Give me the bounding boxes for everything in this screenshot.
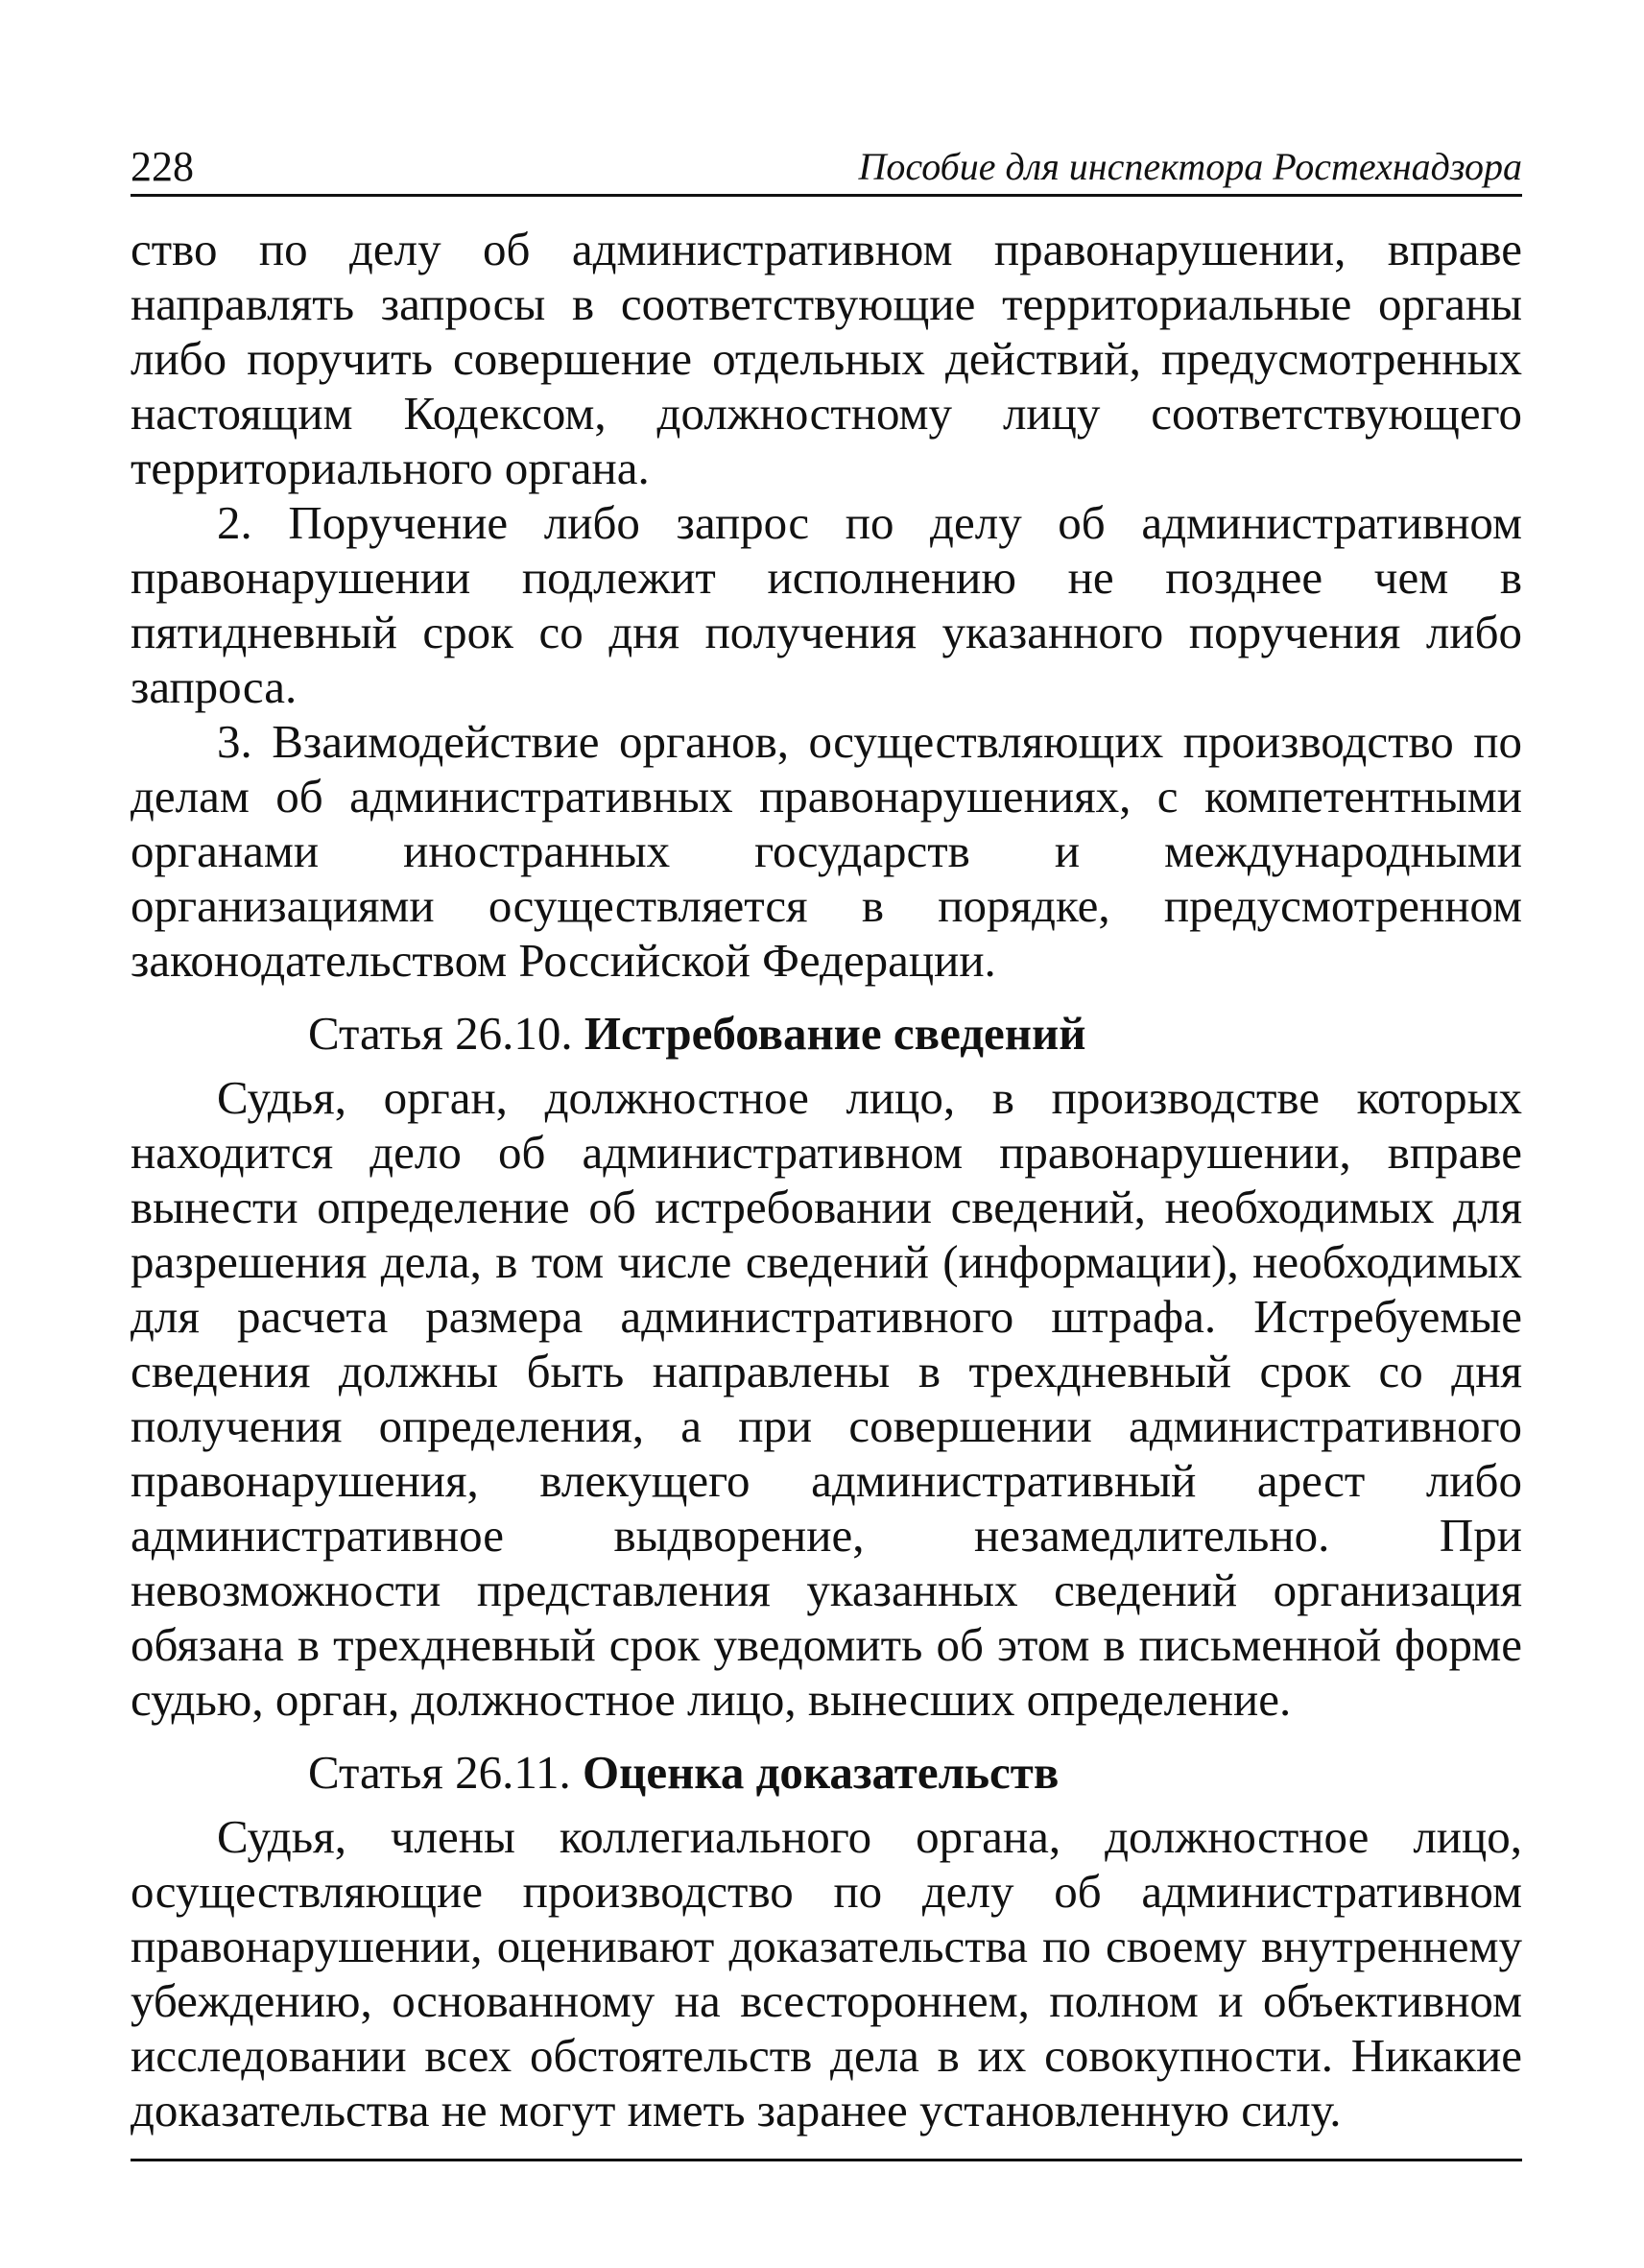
article-26-10-label: Статья 26.10. bbox=[308, 1007, 573, 1060]
page-number: 228 bbox=[131, 143, 194, 190]
article-26-10-title: Истребование сведений bbox=[584, 1007, 1086, 1060]
bottom-rule bbox=[131, 2159, 1522, 2161]
paragraph-continuation: ство по делу об административном правонарушении, вправе направлять запросы в соответствующие территориальные органы либо поручить совершение отдельных действий, предусмотренных настоящим Кодексом, должностному лицу соответствующего территориального органа. bbox=[131, 223, 1522, 494]
paragraph-item-2: 2. Поручение либо запрос по делу об административном правонарушении подлежит исполнению не позднее чем в пятидневный срок со дня получения указанного поручения либо запроса. bbox=[131, 496, 1522, 713]
article-26-11-text: Судья, члены коллегиального органа, должностное лицо, осуществляющие производство по делу об административном правонарушении, оценивают доказательства по своему внутреннему убеждению, основанному на всестороннем, полном и объективном исследовании всех обстоятельств дела в их совокупности. Никакие доказательства не могут иметь заранее установленную силу. bbox=[131, 1810, 1522, 2137]
article-26-10-text: Судья, орган, должностное лицо, в производстве которых находится дело об административном правонарушении, вправе вынести определение об истребовании сведений, необходимых для разрешения дела, в том числе сведений (информации), необходимых для расчета размера административного штрафа. Истребуемые сведения должны быть направлены в трехдневный срок со дня получения определения, а при совершении административного правонарушения, влекущего административный арест либо административное выдворение, незамедлительно. При невозможности представления указанных сведений организация обязана в трехдневный срок уведомить об этом в письменной форме судью, орган, должностное лицо, вынесших определение. bbox=[131, 1071, 1522, 1726]
article-26-11-title: Оценка доказательств bbox=[583, 1746, 1060, 1799]
article-26-11-heading bbox=[131, 1744, 1522, 1802]
article-26-10-heading bbox=[131, 1005, 1522, 1062]
page-body bbox=[131, 222, 1522, 2161]
running-title: Пособие для инспектора Ростехнадзора bbox=[858, 145, 1522, 188]
paragraph-item-3: 3. Взаимодействие органов, осуществляющих производство по делам об административных правонарушениях, с компетентными органами иностранных государств и международными организациями осуществляется в порядке, предусмотренном законодательством Российской Федерации. bbox=[131, 715, 1522, 987]
page-header bbox=[131, 144, 1522, 197]
article-26-11-label: Статья 26.11. bbox=[308, 1746, 571, 1799]
book-page bbox=[131, 144, 1522, 2161]
